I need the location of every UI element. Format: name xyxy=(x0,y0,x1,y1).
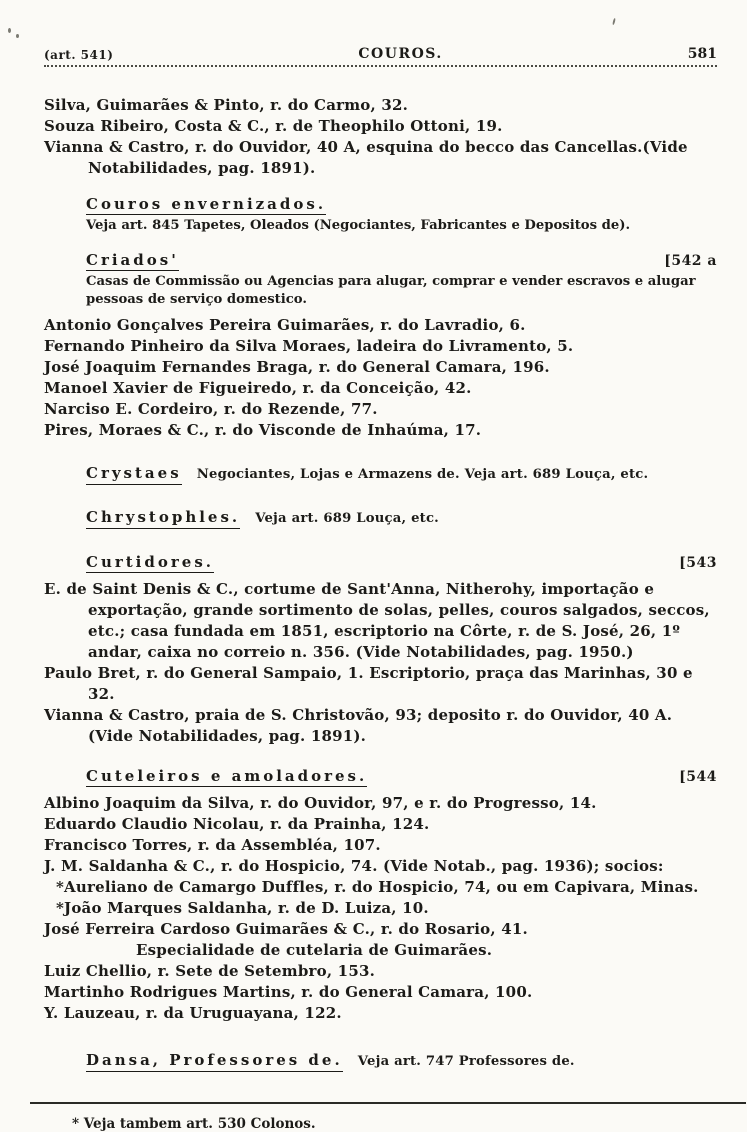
directory-subentry: *Aureliano de Camargo Duffles, r. do Hospicio, 74, ou em Capivara, Minas. xyxy=(56,878,699,896)
section-heading: Criados' xyxy=(86,251,179,269)
section-note: Veja art. 845 Tapetes, Oleados (Negociantes, Fabricantes e Depositos de). xyxy=(86,218,631,233)
directory-entry: Eduardo Claudio Nicolau, r. da Prainha, 124. xyxy=(44,815,430,833)
directory-entry: Manoel Xavier de Figueiredo, r. da Conceição, 42. xyxy=(44,379,472,397)
page-title: COUROS. xyxy=(358,46,443,62)
directory-entry: E. de Saint Denis & C., cortume de Sant'Anna, Nitherohy, importação e exportação, grande sortimento de solas, pelles, couros salgados, seccos, etc.; casa fundada em 1851, escriptorio na Côrte, r. de S. José, 26, 1º andar, caixa no correio n. 356. (Vide Notabilidades, pag. 1950.) xyxy=(44,580,710,661)
scan-speck xyxy=(612,18,616,25)
section-chrystophles xyxy=(44,507,717,529)
directory-entry: Francisco Torres, r. da Assembléa, 107. xyxy=(44,836,381,854)
footnote-rule xyxy=(30,1102,746,1104)
directory-entry: Pires, Moraes & C., r. do Visconde de Inhaúma, 17. xyxy=(44,421,482,439)
directory-entry: Silva, Guimarães & Pinto, r. do Carmo, 32. xyxy=(44,96,409,114)
directory-entry: Fernando Pinheiro da Silva Moraes, ladeira do Livramento, 5. xyxy=(44,337,574,355)
directory-entry: Y. Lauzeau, r. da Uruguayana, 122. xyxy=(44,1004,342,1022)
directory-entry: Antonio Gonçalves Pereira Guimarães, r. do Lavradio, 6. xyxy=(44,316,526,334)
directory-entry: Vianna & Castro, r. do Ouvidor, 40 A, esquina do becco das Cancellas.(Vide Notabilidades, pag. 1891). xyxy=(44,138,688,177)
section-cross-reference: Veja art. 689 Louça, etc. xyxy=(255,511,439,526)
directory-entry: Paulo Bret, r. do General Sampaio, 1. Escriptorio, praça das Marinhas, 30 e 32. xyxy=(44,664,693,703)
criados-entries xyxy=(44,315,717,441)
footnote: * Veja tambem art. 530 Colonos. xyxy=(72,1116,316,1132)
section-article-number: [542 a xyxy=(664,253,717,269)
section-dansa xyxy=(44,1050,717,1072)
section-heading: Cuteleiros e amoladores. xyxy=(86,767,368,785)
section-heading: Dansa, Professores de. xyxy=(86,1050,343,1072)
section-crystaes xyxy=(44,463,717,485)
section-article-number: [543 xyxy=(679,555,717,571)
page-number: 581 xyxy=(687,46,717,62)
curtidores-entries xyxy=(44,579,717,747)
directory-entry: J. M. Saldanha & C., r. do Hospicio, 74. (Vide Notab., pag. 1936); socios: xyxy=(44,857,664,875)
article-reference: (art. 541) xyxy=(44,48,114,62)
section-note: Casas de Commissão ou Agencias para alugar, comprar e vender escravos e alugar pessoas de serviço domestico. xyxy=(86,274,696,307)
scan-speck xyxy=(8,28,11,33)
section-heading: Chrystophles. xyxy=(86,507,240,529)
directory-entry: Martinho Rodrigues Martins, r. do General Camara, 100. xyxy=(44,983,533,1001)
directory-entry: Narciso E. Cordeiro, r. do Rezende, 77. xyxy=(44,400,378,418)
couros-entries xyxy=(44,95,717,179)
section-cuteleiros xyxy=(44,767,717,787)
section-criados xyxy=(44,251,717,271)
section-heading: Curtidores. xyxy=(86,553,214,571)
section-cross-reference: Veja art. 747 Professores de. xyxy=(357,1054,575,1069)
section-curtidores xyxy=(44,553,717,573)
directory-entry: José Joaquim Fernandes Braga, r. do General Camara, 196. xyxy=(44,358,550,376)
directory-entry: Luiz Chellio, r. Sete de Setembro, 153. xyxy=(44,962,376,980)
section-article-number: [544 xyxy=(679,769,717,785)
page-header xyxy=(44,46,717,67)
directory-subentry: *João Marques Saldanha, r. de D. Luiza, 10. xyxy=(56,899,429,917)
section-heading: Couros envernizados. xyxy=(86,195,327,213)
directory-entry: José Ferreira Cardoso Guimarães & C., r. do Rosario, 41. xyxy=(44,920,528,938)
directory-entry: Souza Ribeiro, Costa & C., r. de Theophilo Ottoni, 19. xyxy=(44,117,503,135)
directory-subentry: Especialidade de cutelaria de Guimarães. xyxy=(136,941,493,959)
directory-entry: Vianna & Castro, praia de S. Christovão, 93; deposito r. do Ouvidor, 40 A.(Vide Notabilidades, pag. 1891). xyxy=(44,706,673,745)
section-couros-envernizados xyxy=(44,195,717,215)
cuteleiros-entries xyxy=(44,793,717,1024)
section-heading: Crystaes xyxy=(86,463,182,485)
directory-entry: Albino Joaquim da Silva, r. do Ouvidor, 97, e r. do Progresso, 14. xyxy=(44,794,597,812)
scan-speck xyxy=(16,34,19,38)
section-cross-reference: Negociantes, Lojas e Armazens de. Veja art. 689 Louça, etc. xyxy=(196,467,649,482)
